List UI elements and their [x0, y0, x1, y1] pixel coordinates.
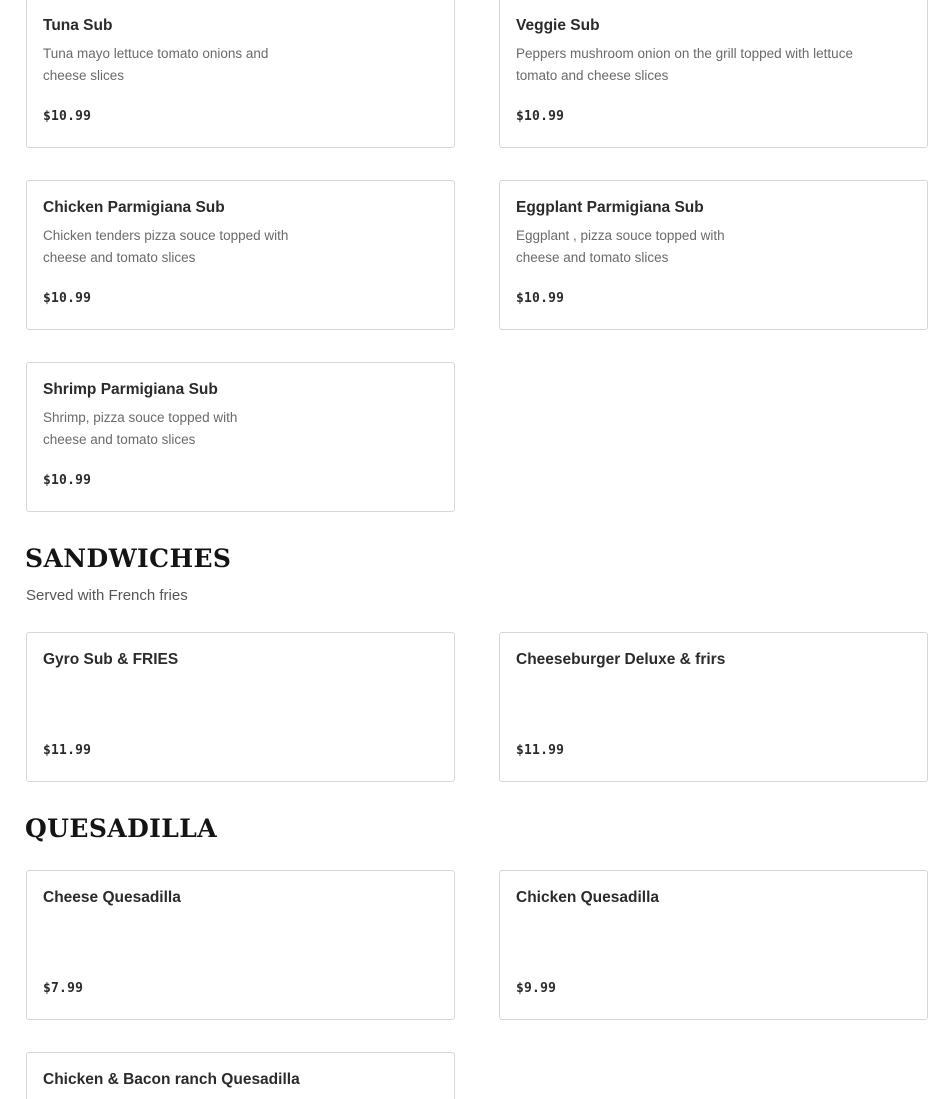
section-title-sandwiches: SANDWICHES	[25, 544, 232, 573]
menu-item-shrimp-parmigiana-sub[interactable]	[26, 362, 455, 512]
menu-item-description: Peppers mushroom onion on the grill topped with lettuce tomato and cheese slices	[516, 46, 853, 83]
menu-item-price: $10.99	[516, 291, 565, 306]
section-title-quesadilla: QUESADILLA	[25, 814, 218, 843]
menu-item-name: Tuna Sub	[43, 17, 113, 34]
menu-item-description: Tuna mayo lettuce tomato onions and cheese slices	[43, 46, 269, 83]
menu-item-chicken-bacon-ranch-quesadilla[interactable]	[26, 1052, 455, 1099]
menu-item-name: Veggie Sub	[516, 17, 600, 34]
menu-item-veggie-sub[interactable]	[499, 0, 928, 148]
menu-item-name: Chicken Quesadilla	[516, 889, 659, 906]
menu-item-name: Gyro Sub & FRIES	[43, 651, 179, 668]
menu-item-price: $10.99	[43, 109, 92, 124]
menu-item-gyro-sub-fries[interactable]	[26, 632, 455, 782]
menu-item-price: $11.99	[43, 743, 92, 758]
menu-item-eggplant-parmigiana-sub[interactable]	[499, 180, 928, 330]
menu-item-price: $7.99	[43, 981, 84, 996]
menu-item-cheese-quesadilla[interactable]	[26, 870, 455, 1020]
menu-item-name: Chicken Parmigiana Sub	[43, 199, 225, 216]
menu-item-description: Eggplant , pizza souce topped with cheese and tomato slices	[516, 228, 725, 265]
menu-item-name: Cheese Quesadilla	[43, 889, 181, 906]
menu-item-name: Shrimp Parmigiana Sub	[43, 381, 218, 398]
section-subtitle-sandwiches: Served with French fries	[26, 587, 188, 604]
menu-item-tuna-sub[interactable]	[26, 0, 455, 148]
menu-item-price: $9.99	[516, 981, 557, 996]
menu-item-name: Chicken & Bacon ranch Quesadilla	[43, 1071, 300, 1088]
menu-item-description: Chicken tenders pizza souce topped with cheese and tomato slices	[43, 228, 289, 265]
menu-item-name: Eggplant Parmigiana Sub	[516, 199, 704, 216]
menu-item-price: $11.99	[516, 743, 565, 758]
menu-item-price: $10.99	[43, 291, 92, 306]
menu-item-chicken-quesadilla[interactable]	[499, 870, 928, 1020]
menu-item-description: Shrimp, pizza souce topped with cheese and tomato slices	[43, 410, 238, 447]
menu-item-chicken-parmigiana-sub[interactable]	[26, 180, 455, 330]
menu-item-price: $10.99	[43, 473, 92, 488]
menu-item-price: $10.99	[516, 109, 565, 124]
menu-item-cheeseburger-deluxe-fries[interactable]	[499, 632, 928, 782]
menu-item-name: Cheeseburger Deluxe & frirs	[516, 651, 726, 668]
